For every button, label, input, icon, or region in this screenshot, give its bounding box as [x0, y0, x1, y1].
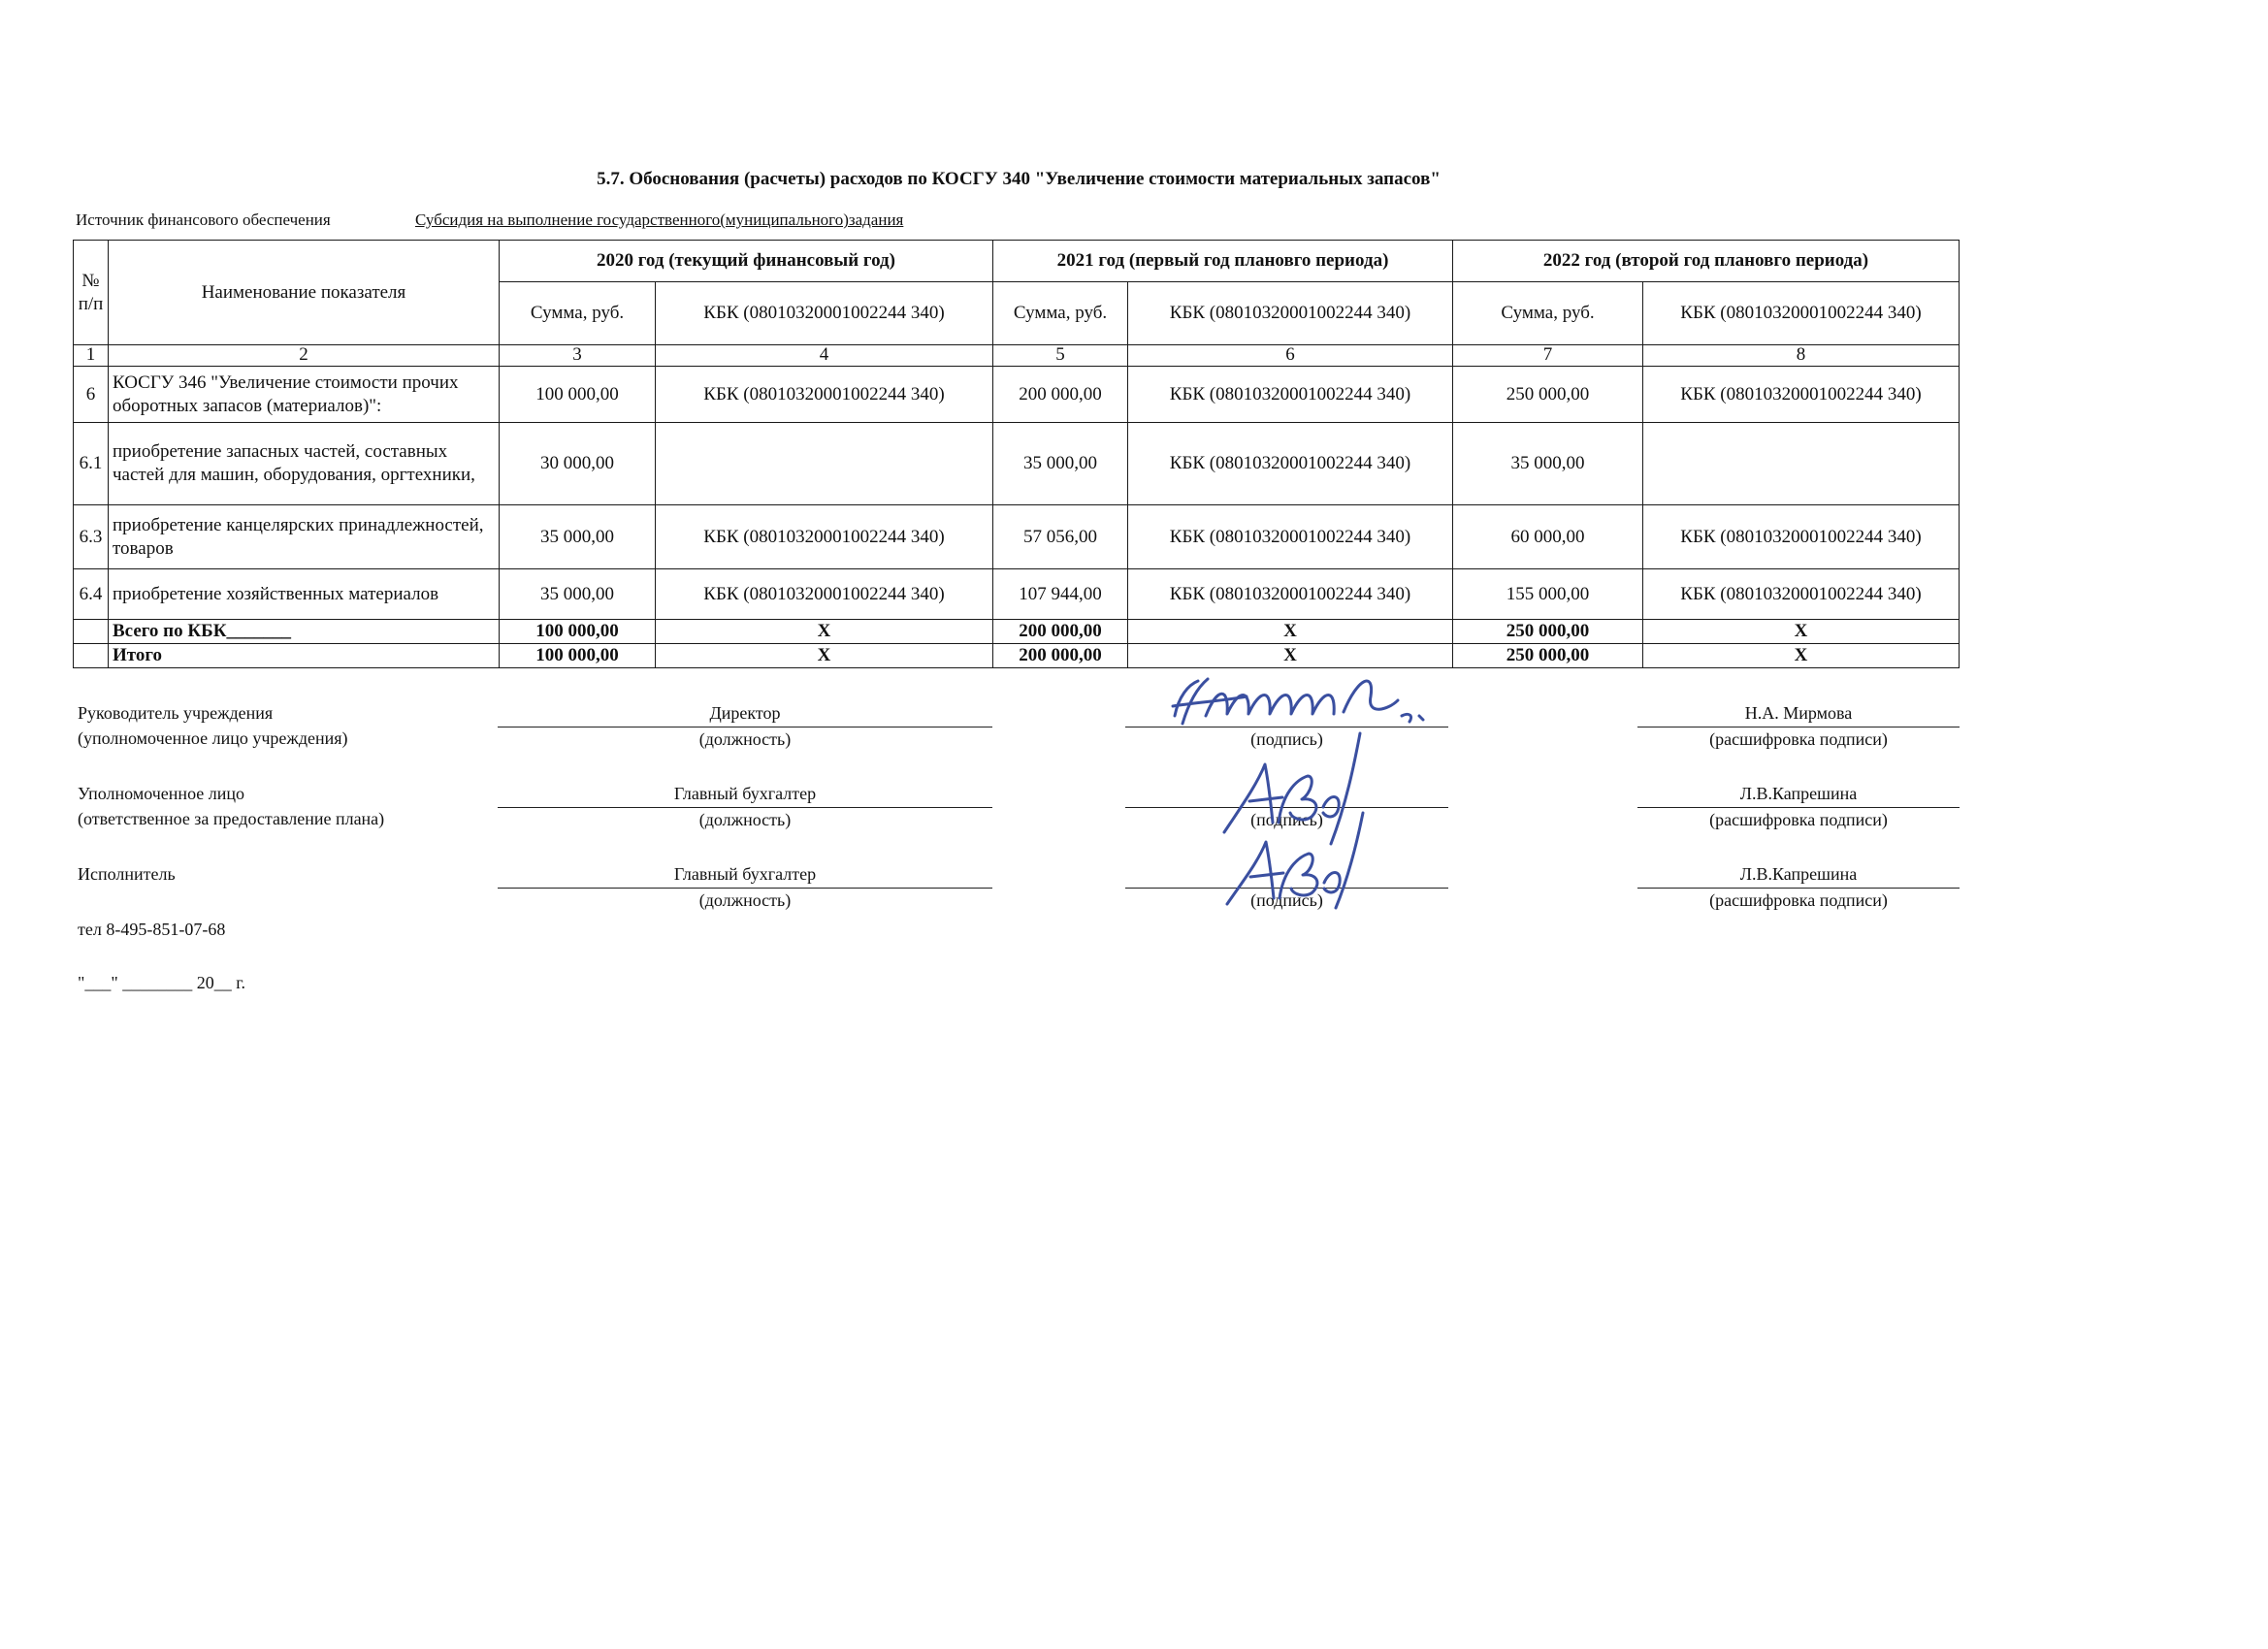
total-sum-2022: 250 000,00: [1453, 644, 1643, 668]
header-sum: Сумма, руб.: [500, 282, 656, 345]
row-sum-2020: 30 000,00: [500, 423, 656, 505]
total-x-2021: Х: [1128, 620, 1453, 644]
name-caption: (расшифровка подписи): [1709, 729, 1888, 749]
position-field: Главный бухгалтер: [498, 784, 992, 808]
funding-source-label: Источник финансового обеспечения: [76, 210, 331, 229]
row-num: 6: [74, 367, 109, 423]
column-index: 3: [500, 345, 656, 367]
row-sum-2021: 57 056,00: [993, 505, 1128, 569]
name-caption: (расшифровка подписи): [1709, 810, 1888, 829]
expense-table: [73, 240, 1960, 668]
row-sum-2021: 107 944,00: [993, 569, 1128, 620]
row-name: приобретение канцелярских принадлежностей, товаров: [109, 505, 500, 569]
signature-row-executor: [0, 864, 2268, 922]
document-title: 5.7. Обоснования (расчеты) расходов по КОСГУ 340 "Увеличение стоимости материальных запасов": [597, 169, 1441, 189]
row-kbk-2021: КБК (08010320001002244 340): [1128, 367, 1453, 423]
header-row-years: [74, 241, 1960, 282]
row-kbk-2021: КБК (08010320001002244 340): [1128, 423, 1453, 505]
total-sum-2020: 100 000,00: [500, 620, 656, 644]
signature-caption: (подпись): [1250, 890, 1323, 910]
header-sum: Сумма, руб.: [993, 282, 1128, 345]
table-row: [74, 569, 1960, 620]
position-caption: (должность): [698, 729, 792, 749]
name-caption: (расшифровка подписи): [1709, 890, 1888, 910]
total-label: Всего по КБК_______: [109, 620, 500, 644]
row-name: приобретение хозяйственных материалов: [109, 569, 500, 620]
table-row: [74, 423, 1960, 505]
row-kbk-2020: КБК (08010320001002244 340): [656, 505, 993, 569]
column-index-row: [74, 345, 1960, 367]
grand-total-row: [74, 644, 1960, 668]
signature-row-authorized: [0, 784, 2268, 842]
total-row: [74, 620, 1960, 644]
row-sum-2020: 35 000,00: [500, 505, 656, 569]
total-x-2022: Х: [1643, 620, 1960, 644]
header-year-2021: 2021 год (первый год плановго периода): [993, 241, 1453, 282]
row-kbk-2020: КБК (08010320001002244 340): [656, 367, 993, 423]
total-label: Итого: [109, 644, 500, 668]
column-index: 2: [109, 345, 500, 367]
row-kbk-2022: [1643, 423, 1960, 505]
position-field: Главный бухгалтер: [498, 864, 992, 889]
phone-number: тел 8-495-851-07-68: [78, 920, 226, 939]
header-name: Наименование показателя: [109, 241, 500, 345]
header-kbk: КБК (08010320001002244 340): [1128, 282, 1453, 345]
total-sum-2022: 250 000,00: [1453, 620, 1643, 644]
row-sum-2022: 35 000,00: [1453, 423, 1643, 505]
header-num: № п/п: [74, 241, 109, 345]
total-x-2020: Х: [656, 620, 993, 644]
header-year-2022: 2022 год (второй год плановго периода): [1453, 241, 1960, 282]
row-sum-2020: 100 000,00: [500, 367, 656, 423]
table-row: [74, 505, 1960, 569]
total-num: [74, 620, 109, 644]
row-name: КОСГУ 346 "Увеличение стоимости прочих оборотных запасов (материалов)":: [109, 367, 500, 423]
role-label: Руководитель учреждения: [78, 703, 274, 723]
date-line: "___" ________ 20__ г.: [78, 973, 246, 992]
name-field: Н.А. Мирмова: [1637, 703, 1960, 728]
header-sum: Сумма, руб.: [1453, 282, 1643, 345]
row-kbk-2020: КБК (08010320001002244 340): [656, 569, 993, 620]
total-x-2022: Х: [1643, 644, 1960, 668]
total-sum-2020: 100 000,00: [500, 644, 656, 668]
funding-source-value: Субсидия на выполнение государственного(муниципального)задания: [415, 210, 904, 229]
signature-caption: (подпись): [1250, 729, 1323, 749]
column-index: 1: [74, 345, 109, 367]
row-kbk-2020: [656, 423, 993, 505]
row-kbk-2022: КБК (08010320001002244 340): [1643, 569, 1960, 620]
name-field: Л.В.Капрешина: [1637, 864, 1960, 889]
table-row: [74, 367, 1960, 423]
row-sum-2022: 155 000,00: [1453, 569, 1643, 620]
header-year-2020: 2020 год (текущий финансовый год): [500, 241, 993, 282]
role-label: Исполнитель: [78, 864, 176, 884]
row-sum-2022: 60 000,00: [1453, 505, 1643, 569]
header-kbk: КБК (08010320001002244 340): [1643, 282, 1960, 345]
total-x-2020: Х: [656, 644, 993, 668]
funding-source: [76, 210, 904, 230]
row-name: приобретение запасных частей, составных частей для машин, оборудования, оргтехники,: [109, 423, 500, 505]
signature-row-head: [0, 703, 2268, 761]
row-sum-2021: 200 000,00: [993, 367, 1128, 423]
header-kbk: КБК (08010320001002244 340): [656, 282, 993, 345]
column-index: 6: [1128, 345, 1453, 367]
role-sublabel: (уполномоченное лицо учреждения): [78, 728, 348, 748]
row-sum-2022: 250 000,00: [1453, 367, 1643, 423]
column-index: 7: [1453, 345, 1643, 367]
row-num: 6.1: [74, 423, 109, 505]
signature-caption: (подпись): [1250, 810, 1323, 829]
row-sum-2021: 35 000,00: [993, 423, 1128, 505]
total-sum-2021: 200 000,00: [993, 644, 1128, 668]
position-field: Директор: [498, 703, 992, 728]
column-index: 5: [993, 345, 1128, 367]
role-sublabel: (ответственное за предоставление плана): [78, 809, 385, 828]
column-index: 4: [656, 345, 993, 367]
row-sum-2020: 35 000,00: [500, 569, 656, 620]
column-index: 8: [1643, 345, 1960, 367]
role-label: Уполномоченное лицо: [78, 784, 245, 803]
row-num: 6.4: [74, 569, 109, 620]
row-kbk-2021: КБК (08010320001002244 340): [1128, 505, 1453, 569]
total-num: [74, 644, 109, 668]
position-caption: (должность): [698, 890, 792, 910]
position-caption: (должность): [698, 810, 792, 829]
signature-mark-executor: [1217, 807, 1382, 914]
row-kbk-2022: КБК (08010320001002244 340): [1643, 367, 1960, 423]
row-kbk-2022: КБК (08010320001002244 340): [1643, 505, 1960, 569]
total-x-2021: Х: [1128, 644, 1453, 668]
row-num: 6.3: [74, 505, 109, 569]
total-sum-2021: 200 000,00: [993, 620, 1128, 644]
row-kbk-2021: КБК (08010320001002244 340): [1128, 569, 1453, 620]
name-field: Л.В.Капрешина: [1637, 784, 1960, 808]
